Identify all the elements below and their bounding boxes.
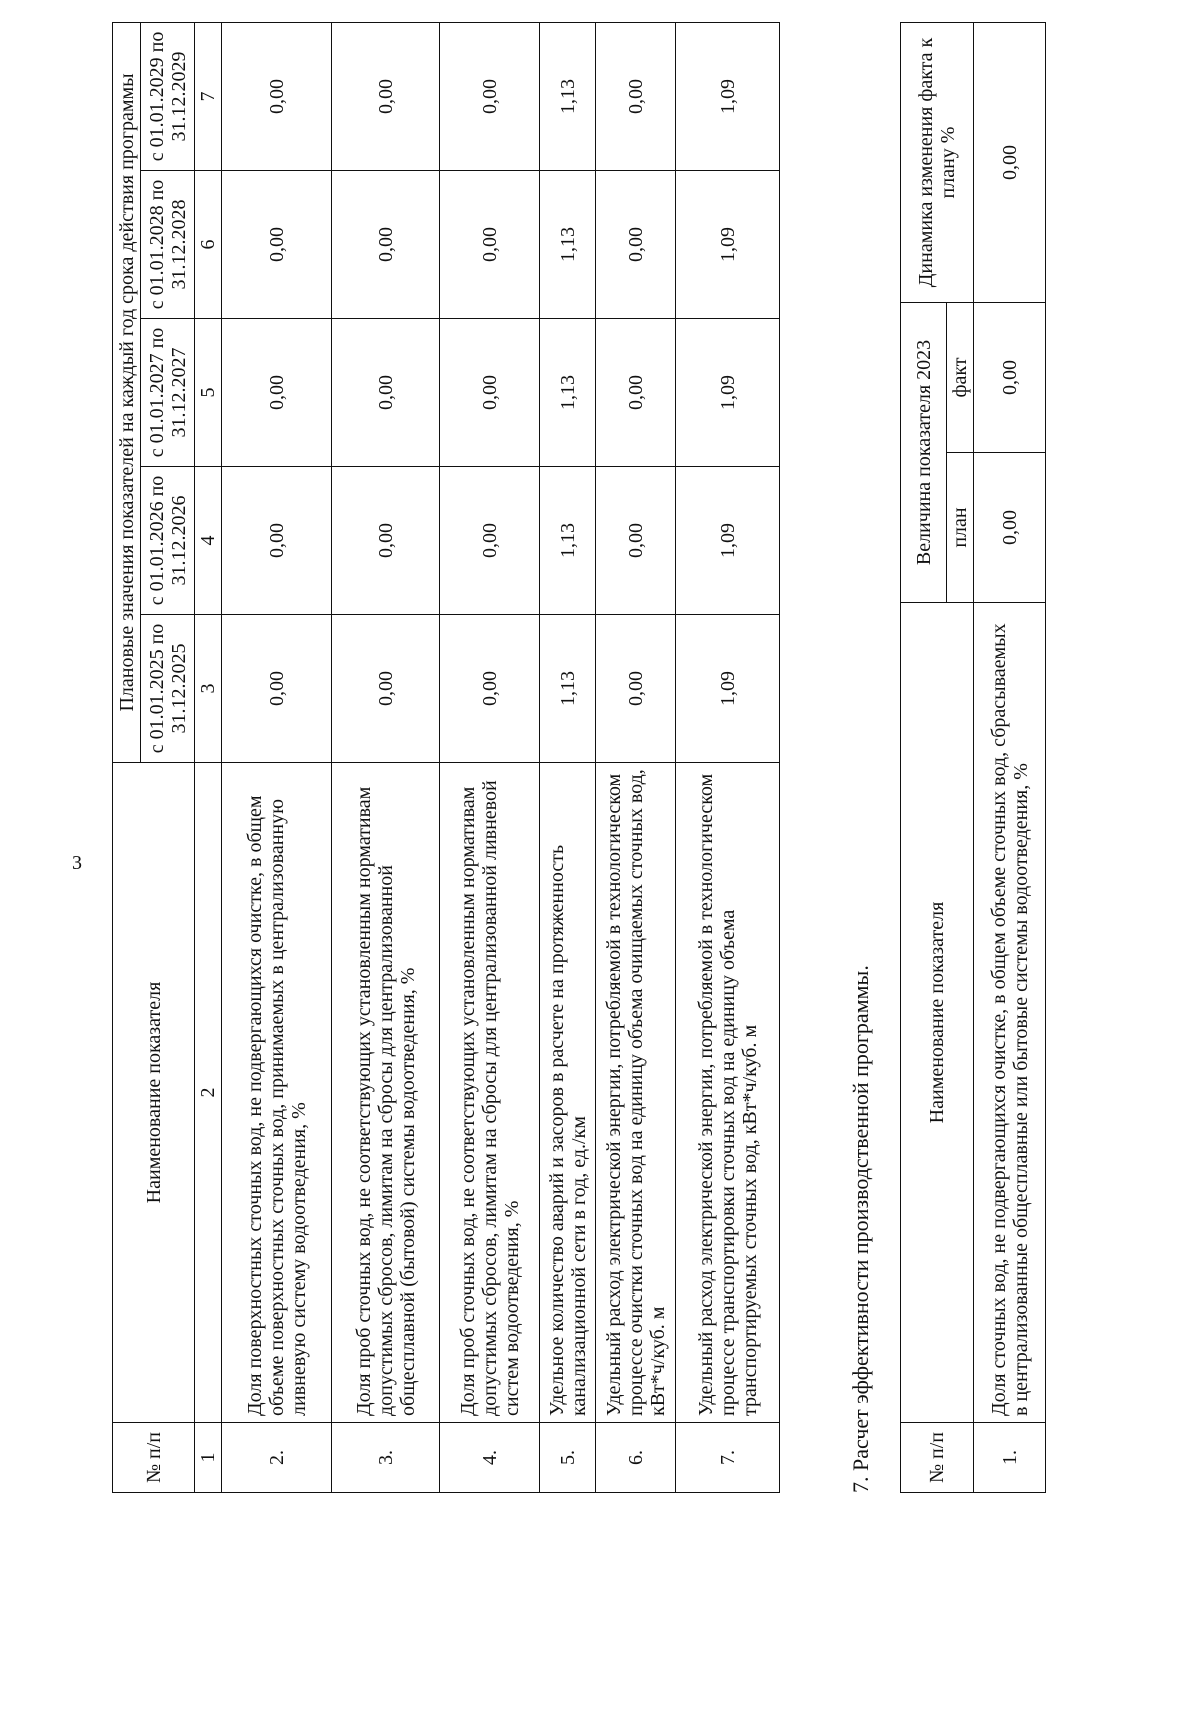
efficiency-table [900,22,1046,1493]
column-number-row [195,22,222,1492]
value-cell: 1,13 [540,319,596,467]
column-number: 6 [195,171,222,319]
value-cell: 0,00 [596,171,676,319]
col-header-planned-values: Плановые значения показателей на каждый год срока действия программы [113,22,141,762]
table-row [540,22,596,1492]
col-header-period: с 01.01.2028 по 31.12.2028 [141,171,195,319]
table-row [332,22,440,1492]
col-header-name: Наименование показателя [113,763,195,1423]
col-header-plan: план [947,453,974,603]
row-number: 7. [676,1423,780,1493]
value-cell: 0,00 [222,467,332,615]
value-cell: 1,13 [540,22,596,170]
value-cell: 0,00 [596,615,676,763]
value-cell: 0,00 [222,171,332,319]
indicator-name: Доля сточных вод, не подвергающихся очистке, в общем объеме сточных вод, сбрасываемых в централизованные общесплавные или бытовые системы водоотведения, % [974,603,1046,1423]
value-cell: 0,00 [596,467,676,615]
col-header-period: с 01.01.2026 по 31.12.2026 [141,467,195,615]
value-cell: 0,00 [332,22,440,170]
row-number: 2. [222,1423,332,1493]
value-cell: 1,09 [676,171,780,319]
column-number: 7 [195,22,222,170]
value-cell: 0,00 [222,615,332,763]
value-cell: 0,00 [332,171,440,319]
row-number: 5. [540,1423,596,1493]
column-number: 3 [195,615,222,763]
value-cell: 0,00 [596,22,676,170]
value-cell: 1,09 [676,22,780,170]
table-row [440,22,540,1492]
table-row [222,22,332,1492]
indicator-name: Доля проб сточных вод, не соответствующих установленным нормативам допустимых сбросов, лимитам на сбросы для централизованной ливневой систем водоотведения, % [440,763,540,1423]
planned-indicators-table [112,22,780,1493]
row-number: 1. [974,1423,1046,1493]
row-number: 4. [440,1423,540,1493]
value-cell: 0,00 [596,319,676,467]
plan-value: 0,00 [974,453,1046,603]
value-cell: 0,00 [440,171,540,319]
value-cell: 0,00 [332,467,440,615]
table-row [974,22,1046,1492]
dynamics-value: 0,00 [974,22,1046,302]
row-number: 6. [596,1423,676,1493]
col-header-period: с 01.01.2027 по 31.12.2027 [141,319,195,467]
value-cell: 0,00 [222,319,332,467]
value-cell: 1,13 [540,467,596,615]
col-header-name: Наименование показателя [901,603,974,1423]
col-header-no: № п/п [901,1423,974,1493]
value-cell: 0,00 [222,22,332,170]
col-header-dynamics: Динамика изменения факта к плану % [901,22,974,302]
indicator-name: Доля поверхностных сточных вод, не подвергающихся очистке, в общем объеме поверхностных сточных вод, принимаемых в централизованную ливневую систему водоотведения, % [222,763,332,1423]
value-cell: 0,00 [440,319,540,467]
value-cell: 0,00 [440,22,540,170]
value-cell: 1,09 [676,615,780,763]
col-header-fact: факт [947,302,974,452]
fact-value: 0,00 [974,302,1046,452]
value-cell: 1,09 [676,467,780,615]
table-row [596,22,676,1492]
value-cell: 0,00 [440,615,540,763]
col-header-no: № п/п [113,1423,195,1493]
indicator-name: Удельный расход электрической энергии, потребляемой в технологическом процессе транспортировки сточных вод на единицу объема транспортируемых сточных вод, кВт*ч/куб. м [676,763,780,1423]
col-header-period: с 01.01.2029 по 31.12.2029 [141,22,195,170]
row-number: 3. [332,1423,440,1493]
col-header-period: с 01.01.2025 по 31.12.2025 [141,615,195,763]
col-header-value-2023: Величина показателя 2023 [901,302,947,602]
value-cell: 1,13 [540,171,596,319]
table-row [676,22,780,1492]
indicator-name: Удельное количество аварий и засоров в расчете на протяженность канализационной сети в год, ед./км [540,763,596,1423]
indicator-name: Удельный расход электрической энергии, потребляемой в технологическом процессе очистки сточных вод на единицу объема очищаемых сточных вод, кВт*ч/куб. м [596,763,676,1423]
value-cell: 0,00 [332,615,440,763]
column-number: 2 [195,763,222,1423]
value-cell: 1,13 [540,615,596,763]
section-heading: 7. Расчет эффективности производственной программы. [848,965,873,1493]
indicator-name: Доля проб сточных вод, не соответствующих установленным нормативам допустимых сбросов, лимитам на сбросы для централизованной общесплавной (бытовой) системы водоотведения, % [332,763,440,1423]
column-number: 1 [195,1423,222,1493]
column-number: 5 [195,319,222,467]
value-cell: 0,00 [332,319,440,467]
value-cell: 1,09 [676,319,780,467]
page-number: 3 [72,852,82,874]
value-cell: 0,00 [440,467,540,615]
column-number: 4 [195,467,222,615]
